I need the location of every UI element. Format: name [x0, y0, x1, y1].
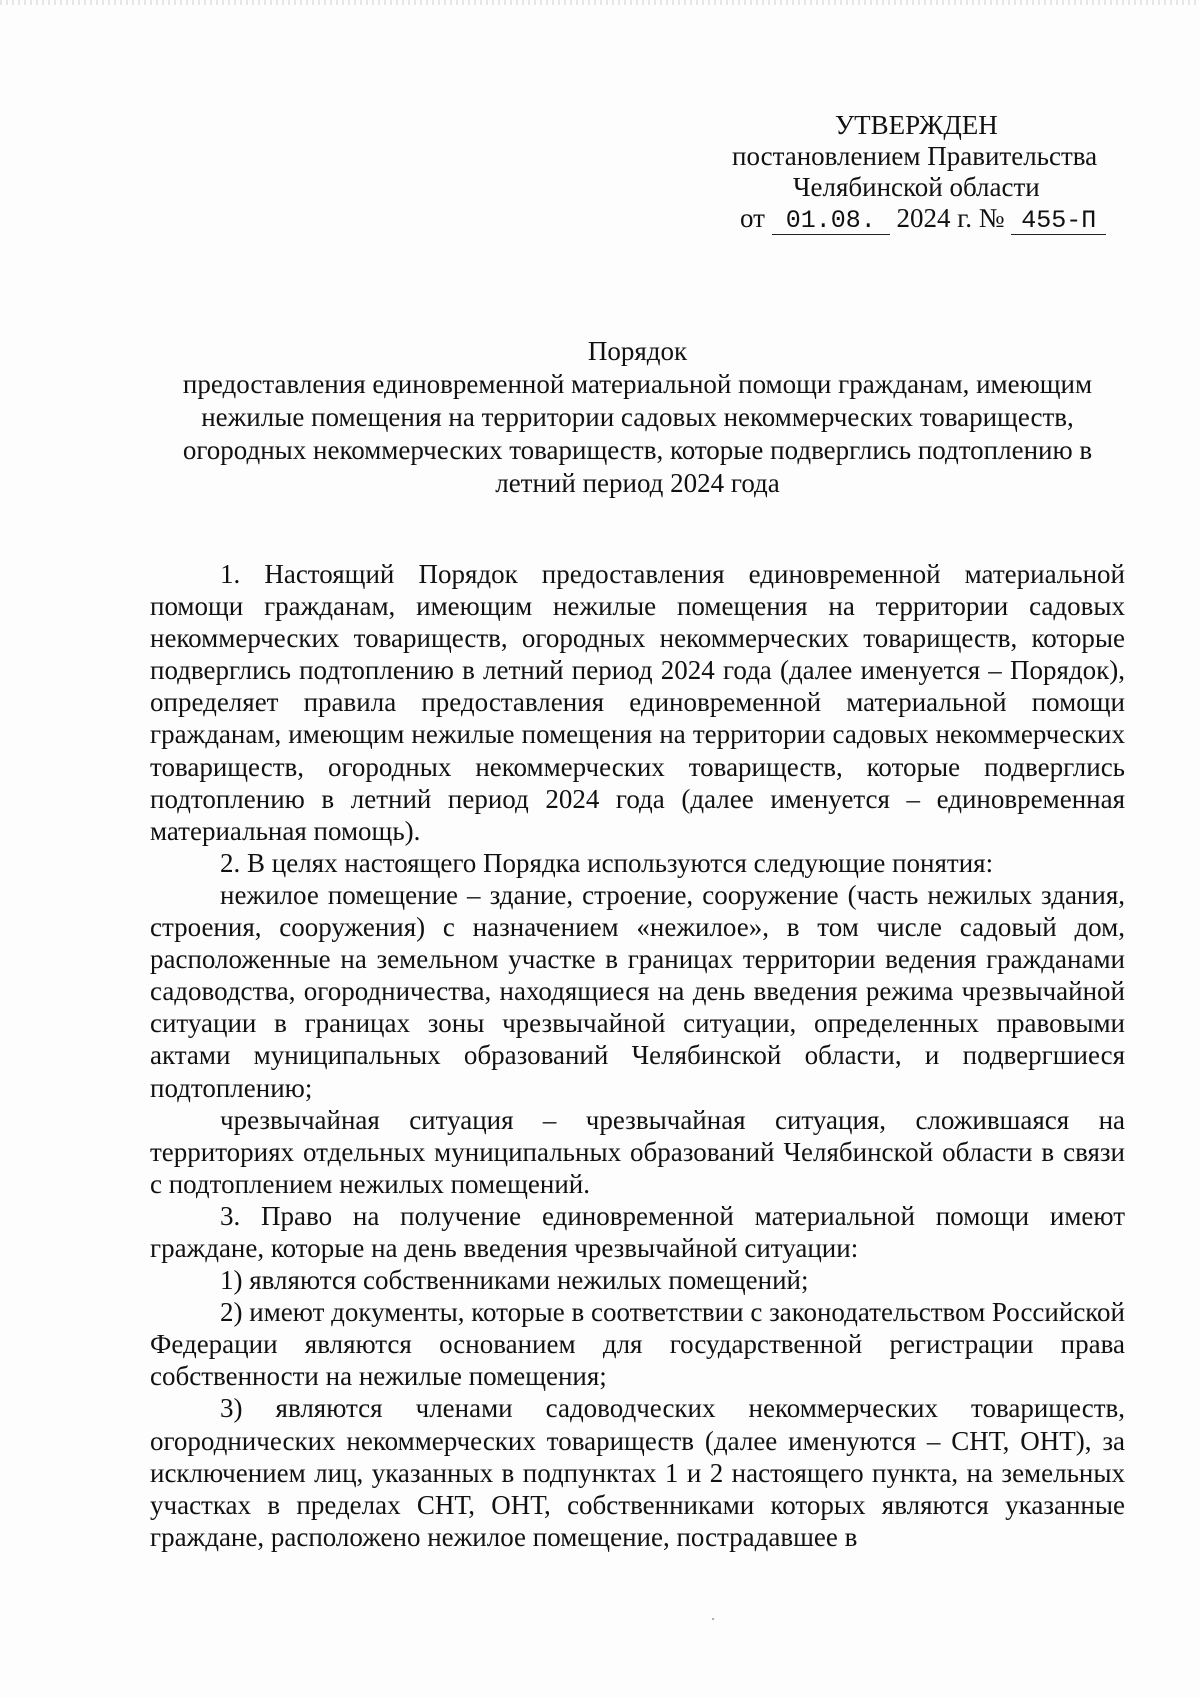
- scan-edge-noise: [0, 0, 1200, 5]
- paragraph: 2. В целях настоящего Порядка используются следующие понятия:: [220, 847, 994, 878]
- document-title: [150, 335, 1125, 500]
- paragraph: 2) имеют документы, которые в соответствии с законодательством Российской Федерации являются основанием для государственной регистрации права собственности на нежилые помещения;: [150, 1297, 1125, 1392]
- paragraph: 1) являются собственниками нежилых помещений;: [220, 1265, 809, 1296]
- paragraph: чрезвычайная ситуация – чрезвычайная ситуация, сложившаяся на территориях отдельных муниципальных образований Челябинской области в связи с подтоплением нежилых помещений.: [150, 1104, 1125, 1199]
- approval-region: Челябинской области: [793, 172, 1040, 202]
- approval-date-field: 01.08.: [772, 207, 890, 235]
- document-body: [150, 558, 1125, 1553]
- title-subject: предоставления единовременной материальной помощи гражданам, имеющим нежилые помещения на территории садовых некоммерческих товариществ, огородных некоммерческих товариществ, которые подверглись подтоплению в летний период 2024 года: [182, 369, 1093, 498]
- approval-date-number-line: [740, 203, 1106, 235]
- paragraph: 3) являются членами садоводческих некоммерческих товариществ, огороднических некоммерческих товариществ (далее именуются – СНТ, ОНТ), за исключением лиц, указанных в подпунктах 1 и 2 настоящего пункта, на земельных участках в пределах СНТ, ОНТ, собственниками которых являются указанные граждане, расположено нежилое помещение, пострадавшее в: [150, 1393, 1125, 1552]
- approval-heading: УТВЕРЖДЕН: [835, 110, 998, 140]
- approval-authority: постановлением Правительства: [732, 141, 1098, 171]
- paragraph: нежилое помещение – здание, строение, сооружение (часть нежилых здания, строения, сооружения) с назначением «нежилое», в том числе садовый дом, расположенные на земельном участке в границах территории ведения гражданами садоводства, огородничества, находящиеся на день введения режима чрезвычайной ситуации в границах зоны чрезвычайной ситуации, определенных правовыми актами муниципальных образований Челябинской области, и подвергшиеся подтоплению;: [150, 879, 1125, 1103]
- from-label: от: [740, 203, 765, 233]
- approval-number-field: 455-П: [1011, 207, 1106, 235]
- paragraph: 1. Настоящий Порядок предоставления единовременной материальной помощи гражданам, имеющим нежилые помещения на территории садовых некоммерческих товариществ, огородных некоммерческих товариществ, которые подверглись подтоплению в летний период 2024 года (далее именуется – Порядок), определяет правила предоставления единовременной материальной помощи гражданам, имеющим нежилые помещения на территории садовых некоммерческих товариществ, огородных некоммерческих товариществ, которые подверглись подтоплению в летний период 2024 года (далее именуется – единовременная материальная помощь).: [150, 559, 1125, 846]
- year-number-label: 2024 г. №: [896, 203, 1005, 233]
- title-heading: Порядок: [587, 336, 688, 366]
- paragraph: 3. Право на получение единовременной материальной помощи имеют граждане, которые на день введения чрезвычайной ситуации:: [150, 1200, 1125, 1263]
- scan-speck: [712, 1618, 714, 1620]
